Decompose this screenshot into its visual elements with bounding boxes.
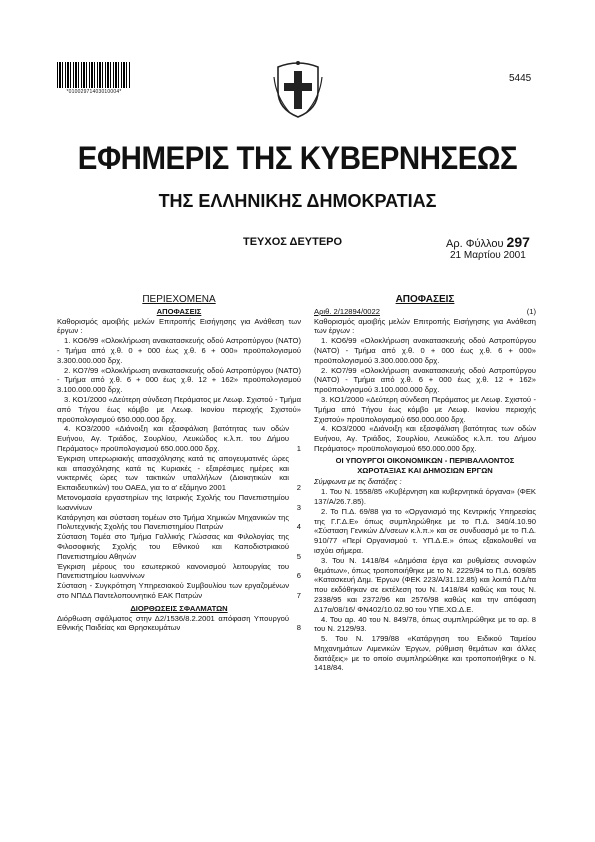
sheet-label: Αρ. Φύλλου (446, 238, 504, 250)
coat-of-arms-emblem (272, 57, 324, 119)
decisions-column (314, 295, 536, 673)
list-item: 1. ΚΟ6/99 «Ολοκλήρωση ανακατασκευής οδού Αστροπύργου (ΝΑΤΟ) - Τμήμα από χ.θ. 0 + 000 έως χ.θ. 6 + 000» προϋπολογισμού 3.300.000.000 δρχ. (57, 336, 301, 365)
toc-page: 2 (296, 483, 301, 493)
toc-entry[interactable] (57, 424, 301, 453)
toc-page: 7 (296, 590, 301, 600)
decision-intro: Καθορισμός αμοιβής μελών Επιτροπής Εισήγησης για Ανάθεση των έργων : (314, 316, 536, 336)
considering-label: Σύμφωνα με τις διατάξεις : (314, 477, 402, 487)
list-item: 2. ΚΟ7/99 «Ολοκλήρωση ανακατασκευής οδού Αστροπύργου (ΝΑΤΟ) - Τμήμα από χ.θ. 6 + 000 έως χ.θ. 12 + 162» προϋπολογισμού 3.100.000.000 δρχ. (314, 365, 536, 395)
reference-mark: (1) (526, 306, 536, 316)
toc-page: 3 (296, 502, 301, 512)
issue-date: 21 Μαρτίου 2001 (450, 250, 526, 261)
gazette-subtitle: ΤΗΣ ΕΛΛΗΝΙΚΗΣ ΔΗΜΟΚΡΑΤΙΑΣ (158, 191, 437, 211)
toc-text: Σύσταση - Συγκρότηση Υπηρεσιακού Συμβουλίου των εργαζομένων στο ΝΠΔΔ Παντελοπουνητικό ΕΑΚ Πατρών (57, 581, 289, 600)
contents-heading: ΠΕΡΙΕΧΟΜΕΝΑ (142, 294, 216, 305)
contents-column (57, 295, 301, 633)
page-number: 5445 (509, 73, 532, 84)
list-item: 3. ΚΟ1/2000 «Δεύτερη σύνδεση Περάματος με Λεωφ. Σχιστού - Τμήμα από Τήγου έως κόμβο με Λεωφ. Ικονίου περιοχής Σχιστού» προϋπολογισμού 650.000.000 δρχ. (57, 394, 301, 424)
sheet-value: 297 (506, 234, 530, 250)
toc-entry[interactable] (57, 532, 301, 561)
gazette-title: ΕΦΗΜΕΡΙΣ ΤΗΣ ΚΥΒΕΡΝΗΣΕΩΣ (77, 140, 518, 176)
toc-entry[interactable] (57, 614, 301, 634)
decision-reference (314, 307, 536, 317)
toc-text: Σύσταση Τομέα στο Τμήμα Γαλλικής Γλώσσας και Φιλολογίας της Φιλοσοφικής Σχολής του Εθνικού και Καποδιστριακού Πανεπιστημίου Αθηνών (57, 532, 289, 561)
list-item: 4. ΚΟ3/2000 «Διάνοιξη και εξασφάλιση βατότητας των οδών Ευήνου, Αγ. Τριάδος, Σουρλίου, Λευκώδος κ.λ.π. του Δήμου Περάματος» προϋπολογισμού 650.000.000 δρχ. (314, 424, 536, 453)
toc-entry[interactable] (57, 454, 301, 493)
barcode (57, 62, 131, 88)
toc-entry[interactable] (57, 493, 301, 513)
toc-text: Κατάργηση και σύσταση τομέων στο Τμήμα Χημικών Μηχανικών της Πολυτεχνικής Σχολής του Πανεπιστημίου Πατρών (57, 512, 289, 532)
toc-page: 1 (296, 443, 301, 453)
provision-item: 4. Του αρ. 40 του Ν. 849/78, όπως συμπληρώθηκε με το αρ. 8 του Ν. 2129/93. (314, 614, 536, 634)
provision-item: 1. Του Ν. 1558/85 «Κυβέρνηση και κυβερνητικά όργανα» (ΦΕΚ 137/Α/26.7.85). (314, 487, 536, 506)
toc-text: Μετονομασία εργαστηρίων της Ιατρικής Σχολής του Πανεπιστημίου Ιωαννίνων (57, 492, 289, 512)
toc-text: Έγκριση μέρους του εσωτερικού κανονισμού λειτουργίας του Πανεπιστημίου Ιωαννίνων (57, 561, 289, 581)
list-item: 1. ΚΟ6/99 «Ολοκλήρωση ανακατασκευής οδού Αστροπύργου (ΝΑΤΟ) - Τμήμα από χ.θ. 0 + 000 έως χ.θ. 6 + 000» προϋπολογισμού 3.300.000.000 δρχ. (314, 336, 536, 365)
issue-label: ΤΕΥΧΟΣ ΔΕΥΤΕΡΟ (243, 236, 343, 248)
sheet-number (446, 234, 530, 250)
toc-entry[interactable] (57, 513, 301, 533)
toc-page: 6 (296, 571, 301, 581)
toc-text: Διόρθωση σφάλματος στην Δ2/1536/8.2.2001 απόφαση Υπουργού Εθνικής Παιδείας και Θρησκευμάτων (57, 613, 289, 633)
provision-item: 5. Του Ν. 1799/88 «Κατάργηση του Ειδικού Ταμείου Μηχανημάτων Λιμενικών Έργων, ρύθμιση θεμάτων και άλλες διατάξεις» με το οποίο συμπληρώθηκε και τροποποιήθηκε ο Ν. 1418/84. (314, 634, 536, 673)
provision-item: 3. Του Ν. 1418/84 «Δημόσια έργα και ρυθμίσεις συναφών θεμάτων», όπως τροποποιήθηκε με το Ν. 2229/94 το Π.Δ. 609/85 «Κατασκευή Δημ. Έργων (ΦΕΚ 223/Α/31.12.85) και λοιπά Π.Δ/τα που εκδόθηκαν σε εκτέλεση του Ν. 1418/84 καθώς και τους Ν. 2338/95 και 2372/96 και 2576/98 καθώς και την απόφαση Δ17α/08/16/ ΦΝ402/10.02.90 του ΥΠΕ.ΧΩ.Δ.Ε. (314, 555, 536, 614)
toc-page: 5 (296, 551, 301, 561)
list-item: 3. ΚΟ1/2000 «Δεύτερη σύνδεση Περάματος με Λεωφ. Σχιστού - Τμήμα από Τήγου έως κόμβο με Λεωφ. Ικονίου περιοχής Σχιστού» προϋπολογισμού 650.000.000 δρχ. (314, 394, 536, 424)
toc-entry[interactable] (57, 581, 301, 601)
decisions-heading: ΑΠΟΦΑΣΕΙΣ (395, 294, 455, 305)
toc-page: 8 (296, 623, 301, 633)
list-item: 2. ΚΟ7/99 «Ολοκλήρωση ανακατασκευής οδού Αστροπύργου (ΝΑΤΟ) - Τμήμα από χ.θ. 6 + 000 έως χ.θ. 12 + 162» προϋπολογισμού 3.100.000.000 δρχ. (57, 365, 301, 395)
list-item: 4. ΚΟ3/2000 «Διάνοιξη και εξασφάλιση βατότητας των οδών Ευήνου, Αγ. Τριάδος, Σουρλίου, Λευκώδος κ.λ.π. του Δήμου Περάματος» προϋπολογισμού 650.000.000 δρχ. (57, 424, 289, 453)
toc-entry[interactable] (57, 562, 301, 582)
toc-page: 4 (296, 522, 301, 532)
decisions-subheading: ΑΠΟΦΑΣΕΙΣ (156, 306, 202, 316)
reference-number: Αριθ. 2/12894/0022 (314, 306, 380, 316)
ministers-heading: ΟΙ ΥΠΟΥΡΓΟΙ ΟΙΚΟΝΟΜΙΚΩΝ - ΠΕΡΙΒΑΛΛΟΝΤΟΣ ΧΩΡΟΤΑΞΙΑΣ ΚΑΙ ΔΗΜΟΣΙΩΝ ΕΡΓΩΝ (335, 455, 515, 475)
provision-item: 2. Το Π.Δ. 69/88 για το «Οργανισμό της Κεντρικής Υπηρεσίας της Γ.Γ.Δ.Ε» όπως συμπληρώθηκε με το Π.Δ. 340/4.10.90 «Σύσταση Γενικών Δ/νσεων κ.λ.π.» και σε συνδυασμό με το Π.Δ. 910/77 «Περί Οργανισμού τ. ΥΠ.Δ.Ε.» όπως εξακολουθεί να ισχύει σήμερα. (314, 506, 536, 555)
decision-intro: Καθορισμός αμοιβής μελών Επιτροπής Εισήγησης για Ανάθεση των έργων : (57, 316, 301, 336)
barcode-number: *01002971403010004* (66, 89, 122, 95)
toc-text: Έγκριση υπερωριακής απασχόλησης κατά τις απογευματινές ώρες και απασχόλησης κατά τις Κυριακές - εξαιρέσιμες ημέρες και νυκτερινές ώρες των τακτικών υπαλλήλων (Διοικητικών και Εκπαιδευτικών) του ΟΑΕΔ, για το α' εξάμηνο 2001 (57, 453, 289, 493)
corrections-heading: ΔΙΟΡΘΩΣΕΙΣ ΣΦΑΛΜΑΤΩΝ (130, 603, 228, 613)
